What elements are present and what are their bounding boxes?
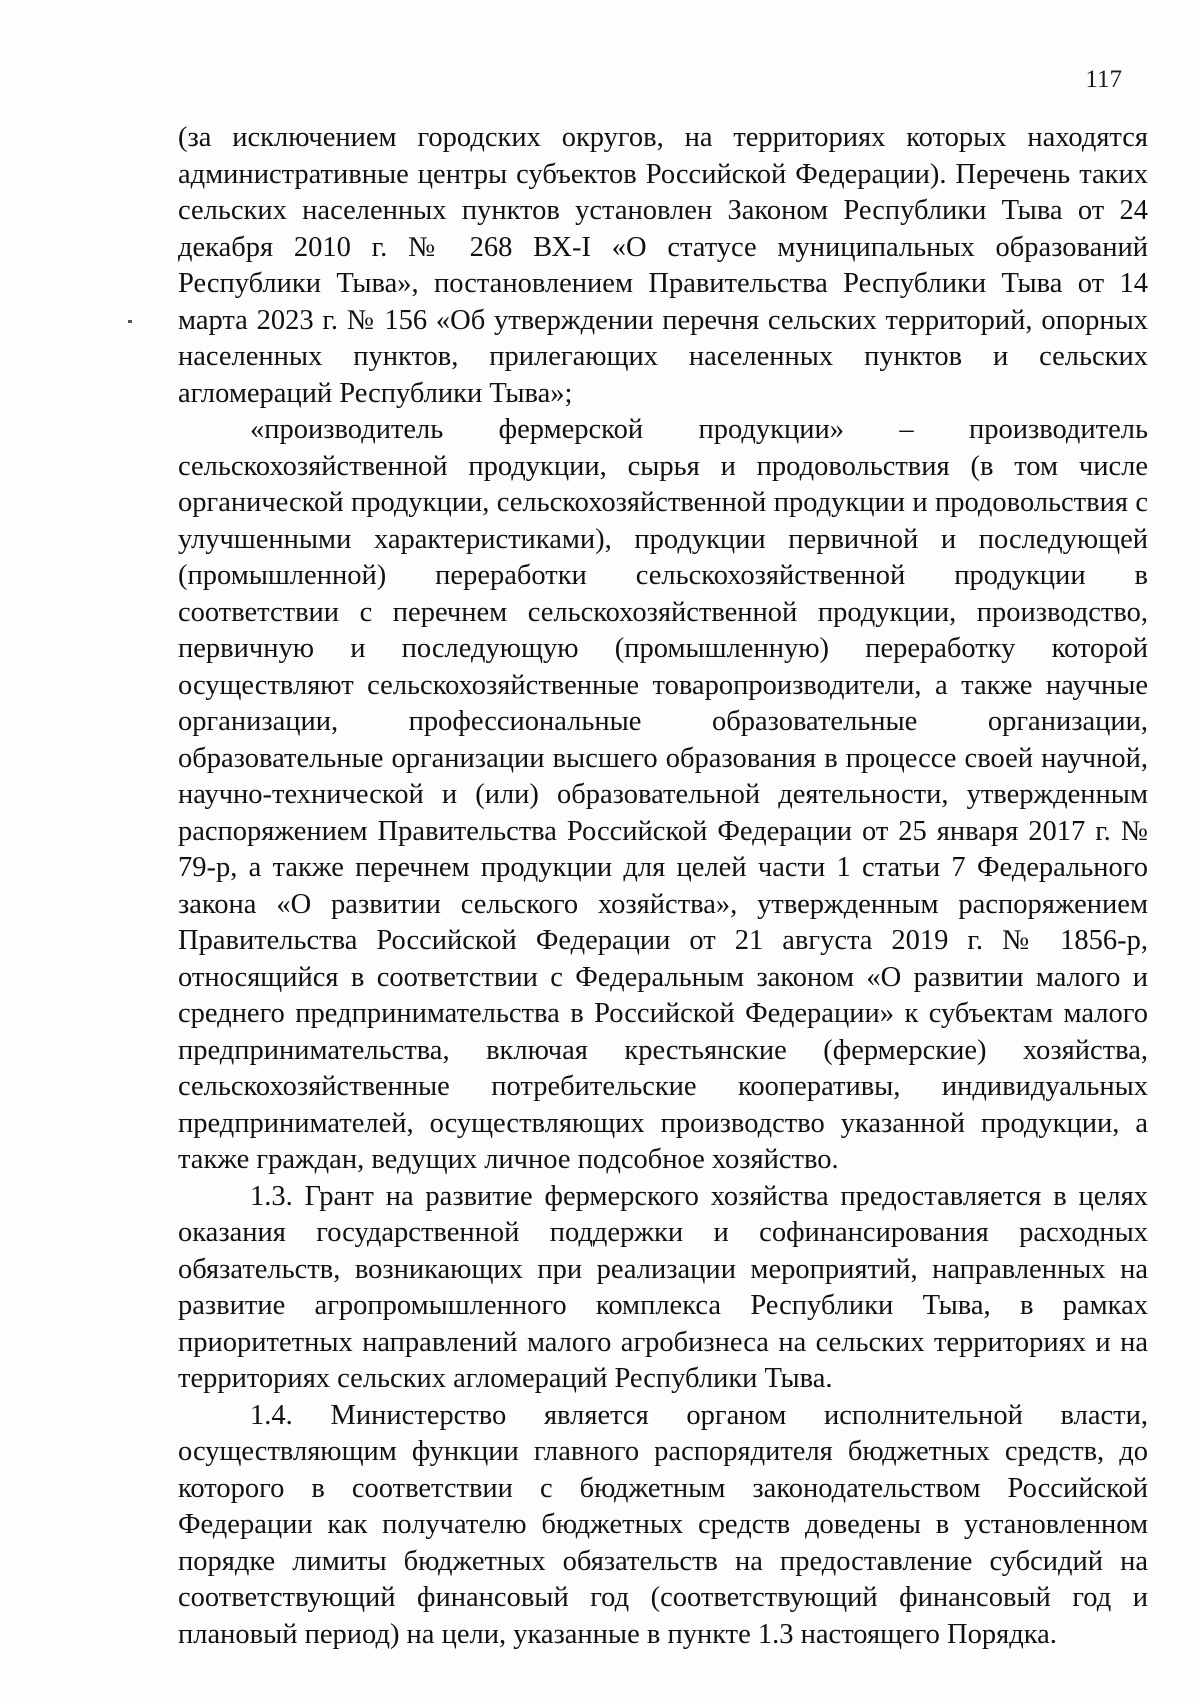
paragraph-continuation: (за исключением городских округов, на территориях которых находятся административные центры субъектов Российской Федерации). Перечень таких сельских населенных пунктов установлен Законом Республики Тыва от 24 декабря 2010 г. № 268 ВХ-I «О статусе муниципальных образований Республики Тыва», постановлением Правительства Республики Тыва от 14 марта 2023 г. № 156 «Об утверждении перечня сельских территорий, опорных населенных пунктов, прилегающих населенных пунктов и сельских агломераций Республики Тыва»; <box>178 122 1148 409</box>
margin-mark <box>128 320 132 323</box>
document-body <box>178 120 1148 1653</box>
paragraph-definition-farmer-producer: «производитель фермерской продукции» – производитель сельскохозяйственной продукции, сырья и продовольствия (в том числе органической продукции, сельскохозяйственной продукции и продовольствия с улучшенными характеристиками), продукции первичной и последующей (промышленной) переработки сельскохозяйственной продукции в соответствии с перечнем сельскохозяйственной продукции, производство, первичную и последующую (промышленную) переработку которой осуществляют сельскохозяйственные товаропроизводители, а также научные организации, профессиональные образовательные организации, образовательные организации высшего образования в процессе своей научной, научно-технической и (или) образовательной деятельности, утвержденным распоряжением Правительства Российской Федерации от 25 января 2017 г. № 79-р, а также перечнем продукции для целей части 1 статьи 7 Федерального закона «О развитии сельского хозяйства», утвержденным распоряжением Правительства Российской Федерации от 21 августа 2019 г. № 1856-р, относящийся в соответствии с Федеральным законом «О развитии малого и среднего предпринимательства в Российской Федерации» к субъектам малого предпринимательства, включая крестьянские (фермерские) хозяйства, сельскохозяйственные потребительские кооперативы, индивидуальных предпринимателей, осуществляющих производство указанной продукции, а также граждан, ведущих личное подсобное хозяйство. <box>178 414 1148 1175</box>
page-number: 117 <box>1085 66 1122 93</box>
paragraph-1-3: 1.3. Грант на развитие фермерского хозяйства предоставляется в целях оказания государственной поддержки и софинансирования расходных обязательств, возникающих при реализации мероприятий, направленных на развитие агропромышленного комплекса Республики Тыва, в рамках приоритетных направлений малого агробизнеса на сельских территориях и на территориях сельских агломераций Республики Тыва. <box>178 1180 1148 1394</box>
paragraph-1-4: 1.4. Министерство является органом исполнительной власти, осуществляющим функции главного распорядителя бюджетных средств, до которого в соответствии с бюджетным законодательством Российской Федерации как получателю бюджетных средств доведены в установленном порядке лимиты бюджетных обязательств на предоставление субсидий на соответствующий финансовый год (соответствующий финансовый год и плановый период) на цели, указанные в пункте 1.3 настоящего Порядка. <box>178 1399 1148 1650</box>
